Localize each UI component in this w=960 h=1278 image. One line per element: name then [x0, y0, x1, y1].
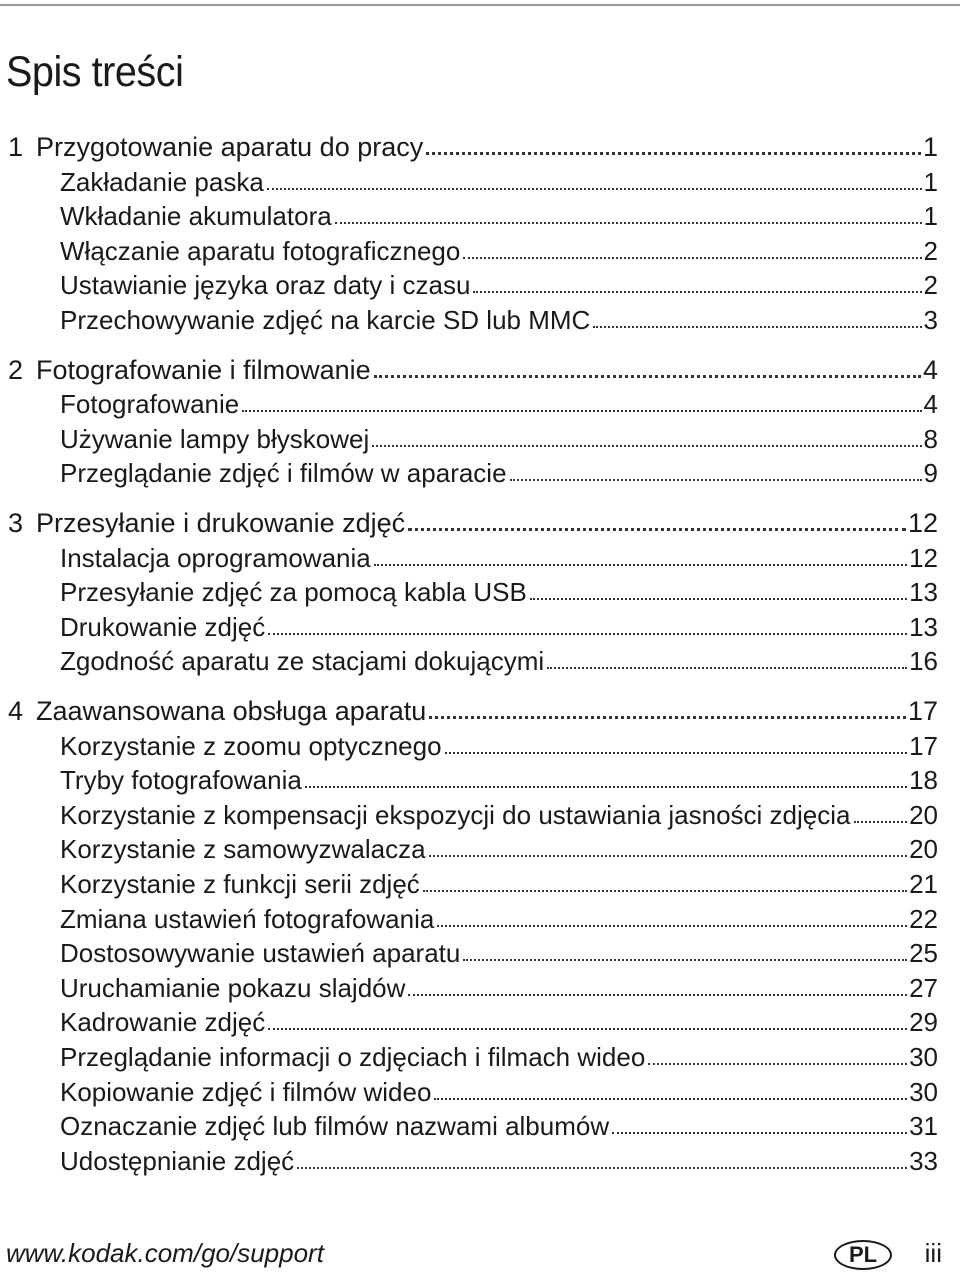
toc-page-number: 2 [923, 270, 938, 301]
footer-url-link[interactable]: www.kodak.com/go/support [6, 1238, 324, 1268]
toc-entry-title: Uruchamianie pokazu slajdów [60, 972, 406, 1003]
dot-leader [305, 785, 907, 788]
toc-page-number: 27 [909, 972, 938, 1003]
toc-entry-title: Korzystanie z funkcji serii zdjęć [60, 869, 420, 899]
toc-page-number: 9 [923, 458, 938, 489]
dot-leader [463, 958, 907, 961]
toc-section[interactable] [60, 796, 938, 830]
top-rule [0, 4, 960, 6]
toc-section[interactable] [60, 865, 938, 899]
toc-section[interactable] [60, 385, 938, 419]
toc-section[interactable] [60, 301, 938, 335]
toc-section[interactable] [60, 642, 938, 676]
toc-section[interactable] [60, 1142, 938, 1176]
toc-page-number: 4 [923, 389, 938, 420]
toc-section[interactable] [60, 1107, 938, 1141]
toc-page-number: 25 [909, 938, 938, 969]
toc-chapter[interactable] [8, 128, 938, 162]
dot-leader [374, 374, 921, 378]
toc-entry-title: Przygotowanie aparatu do pracy [36, 132, 424, 162]
toc-page-number: 12 [909, 542, 938, 573]
toc-section[interactable] [60, 1003, 938, 1037]
toc-entry-title: Fotografowanie i filmowanie [36, 354, 371, 385]
toc-page-number: 20 [909, 799, 938, 830]
toc-page-number: 18 [909, 765, 938, 796]
toc-entry-title: Korzystanie z samowyzwalacza [60, 834, 426, 865]
toc-page-number: 1 [923, 201, 938, 232]
toc-section[interactable] [60, 573, 938, 607]
toc-chapter-number: 3 [8, 508, 24, 538]
toc-page-number: 31 [909, 1111, 938, 1142]
toc-page-number: 8 [923, 423, 938, 454]
toc-entry-title: Przesyłanie zdjęć za pomocą kabla USB [60, 577, 527, 608]
dot-leader [242, 409, 921, 412]
toc-page-number: 33 [909, 1145, 938, 1176]
dot-leader [445, 751, 908, 754]
dot-leader [423, 889, 907, 892]
toc-section[interactable] [60, 727, 938, 761]
dot-leader [612, 1131, 907, 1134]
toc-entry-title: Oznaczanie zdjęć lub filmów nazwami albumów [60, 1111, 610, 1142]
toc-entry-title: Przechowywanie zdjęć na karcie SD lub MMC [60, 305, 591, 335]
dot-leader [267, 187, 922, 190]
toc-section[interactable] [60, 900, 938, 934]
dot-leader [434, 1097, 907, 1100]
toc-page-number: 20 [909, 834, 938, 865]
toc-page-number: 30 [909, 1076, 938, 1107]
toc-page-number: 1 [922, 132, 938, 162]
dot-leader [429, 715, 906, 719]
toc-page-number: 4 [922, 354, 938, 385]
toc-entry-title: Przeglądanie informacji o zdjęciach i filmach wideo [60, 1042, 646, 1072]
toc-page-number: 13 [909, 611, 938, 642]
toc-chapter-number: 4 [8, 696, 24, 726]
toc-section[interactable] [60, 1038, 938, 1072]
toc-section[interactable] [60, 1073, 938, 1107]
dot-leader [372, 444, 921, 447]
language-badge: PL [834, 1240, 892, 1270]
toc-entry-title: Włączanie aparatu fotograficznego [60, 235, 461, 266]
toc-page-number: 17 [909, 730, 938, 761]
toc-page-number: 21 [909, 869, 938, 899]
toc-chapter[interactable] [8, 351, 938, 385]
toc-entry-title: Zgodność aparatu ze stacjami dokującymi [60, 646, 545, 677]
toc-section[interactable] [60, 934, 938, 968]
toc-section[interactable] [60, 539, 938, 573]
toc-chapter[interactable] [8, 504, 938, 538]
toc-chapter[interactable] [8, 692, 938, 726]
dot-leader [593, 325, 921, 328]
dot-leader [854, 820, 908, 823]
toc-page-number: 2 [923, 235, 938, 266]
toc-page-number: 3 [923, 305, 938, 335]
toc-entry-title: Używanie lampy błyskowej [60, 423, 370, 454]
dot-leader [473, 290, 921, 293]
toc-section[interactable] [60, 163, 938, 197]
toc-section[interactable] [60, 266, 938, 300]
toc-entry-title: Zakładanie paska [60, 166, 264, 197]
toc-section[interactable] [60, 197, 938, 231]
toc-entry-title: Tryby fotografowania [60, 765, 302, 796]
toc-entry-title: Kopiowanie zdjęć i filmów wideo [60, 1076, 432, 1107]
page-number: iii [924, 1238, 942, 1268]
toc-page-number: 30 [909, 1042, 938, 1072]
dot-leader [530, 597, 907, 600]
toc-chapter-number: 2 [8, 354, 24, 385]
dot-leader [408, 527, 906, 531]
toc-entry-title: Dostosowywanie ustawień aparatu [60, 938, 461, 969]
toc-entry-title: Zmiana ustawień fotografowania [60, 903, 435, 934]
toc-entry-title: Ustawianie języka oraz daty i czasu [60, 270, 471, 301]
dot-leader [408, 993, 907, 996]
dot-leader [268, 1027, 907, 1030]
dot-leader [426, 151, 921, 155]
dot-leader [268, 632, 907, 635]
dot-leader [547, 666, 907, 669]
toc-page-number: 13 [909, 577, 938, 608]
toc-entry-title: Korzystanie z zoomu optycznego [60, 730, 442, 761]
toc-section[interactable] [60, 420, 938, 454]
dot-leader [437, 924, 907, 927]
toc-entry-title: Korzystanie z kompensacji ekspozycji do ustawiania jasności zdjęcia [60, 799, 851, 830]
dot-leader [335, 221, 922, 224]
dot-leader [648, 1062, 907, 1065]
toc-section[interactable] [60, 830, 938, 864]
toc-entry-title: Przeglądanie zdjęć i filmów w aparacie [60, 458, 507, 489]
toc-section[interactable] [60, 761, 938, 795]
dot-leader [429, 854, 908, 857]
toc-page-number: 16 [909, 646, 938, 677]
toc-page-number: 12 [907, 508, 938, 538]
toc-section[interactable] [60, 454, 938, 488]
toc-entry-title: Wkładanie akumulatora [60, 201, 332, 232]
toc-entry-title: Fotografowanie [60, 389, 240, 420]
toc-section[interactable] [60, 232, 938, 266]
toc-page-number: 29 [909, 1007, 938, 1038]
toc-entry-title: Drukowanie zdjęć [60, 611, 266, 642]
dot-leader [374, 563, 907, 566]
toc-entry-title: Zaawansowana obsługa aparatu [36, 696, 427, 726]
toc-entry-title: Przesyłanie i drukowanie zdjęć [36, 508, 406, 538]
toc-page-number: 22 [909, 903, 938, 934]
page-title: Spis treści [6, 48, 184, 96]
toc-page-number: 1 [923, 166, 938, 197]
toc-entry-title: Instalacja oprogramowania [60, 542, 371, 573]
toc-page-number: 17 [907, 696, 938, 726]
dot-leader [463, 256, 921, 259]
toc-entry-title: Kadrowanie zdjęć [60, 1007, 266, 1038]
dot-leader [510, 478, 922, 481]
toc-section[interactable] [60, 608, 938, 642]
dot-leader [297, 1166, 907, 1169]
toc-entry-title: Udostępnianie zdjęć [60, 1145, 295, 1176]
toc-section[interactable] [60, 969, 938, 1003]
toc-chapter-number: 1 [8, 132, 24, 162]
